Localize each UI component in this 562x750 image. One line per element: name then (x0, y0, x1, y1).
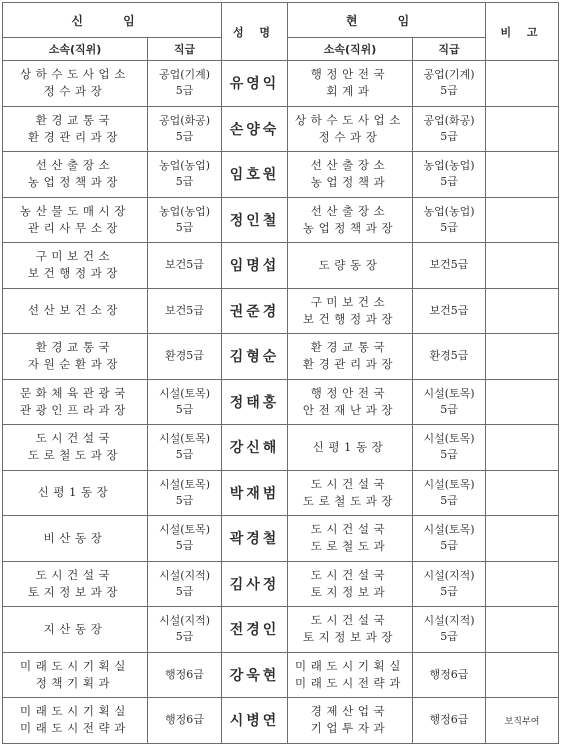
current-affiliation (288, 470, 413, 516)
current-grade (413, 334, 486, 380)
incoming-affiliation-line: 문화체육관광국 (20, 385, 130, 400)
person-name: 유영익 (222, 61, 288, 107)
current-header: 현 임 (288, 3, 486, 38)
incoming-affiliation-line: 정수과장 (43, 84, 107, 99)
current-affiliation (288, 607, 413, 653)
table-row (3, 379, 559, 425)
current-affiliation (288, 243, 413, 289)
person-name: 박재범 (222, 470, 288, 516)
note-cell (486, 425, 559, 471)
current-affiliation-line: 구미보건소 (310, 294, 390, 309)
current-affiliation-line: 환경관리과장 (302, 357, 398, 372)
person-name: 김사정 (222, 561, 288, 607)
current-affiliation-header: 소속(직위) (288, 38, 413, 61)
incoming-grade (148, 379, 222, 425)
person-name: 전경인 (222, 607, 288, 653)
current-affiliation-line: 미래도시기획실 (295, 658, 405, 673)
incoming-grade (148, 334, 222, 380)
incoming-grade-line: 행정6급 (165, 667, 204, 681)
current-grade (413, 561, 486, 607)
incoming-affiliation-line: 지산동장 (43, 621, 107, 636)
current-grade-line: 5급 (440, 630, 458, 644)
incoming-affiliation-line: 도로철도과장 (27, 448, 123, 463)
current-grade (413, 288, 486, 334)
current-grade (413, 516, 486, 562)
incoming-grade-line: 시설(토목) (158, 432, 211, 446)
incoming-affiliation (3, 470, 148, 516)
incoming-grade-line: 시설(지적) (158, 568, 211, 582)
current-affiliation (288, 106, 413, 152)
incoming-affiliation-line: 도시건설국 (35, 567, 115, 582)
table-row (3, 698, 559, 744)
current-grade-line: 5급 (440, 448, 458, 462)
incoming-grade-line: 보건5급 (165, 258, 204, 272)
current-affiliation (288, 61, 413, 107)
current-grade-line: 시설(토목) (423, 523, 475, 537)
current-affiliation (288, 334, 413, 380)
incoming-affiliation-line: 구미보건소 (35, 249, 115, 264)
incoming-affiliation-line: 미래도시전략과 (20, 721, 130, 736)
current-grade-line: 공업(화공) (423, 113, 475, 127)
incoming-header: 신 임 (3, 3, 222, 38)
note-cell (486, 334, 559, 380)
incoming-grade-line: 행정6급 (165, 713, 204, 727)
person-name: 권준경 (222, 288, 288, 334)
note-cell (486, 607, 559, 653)
incoming-grade-line: 시설(토목) (158, 523, 211, 537)
incoming-affiliation-line: 신평1동장 (37, 485, 113, 500)
incoming-affiliation (3, 334, 148, 380)
incoming-grade (148, 243, 222, 289)
incoming-grade (148, 607, 222, 653)
table-row (3, 516, 559, 562)
person-name: 임호원 (222, 152, 288, 198)
note-cell (486, 106, 559, 152)
incoming-grade (148, 425, 222, 471)
incoming-affiliation (3, 61, 148, 107)
current-affiliation (288, 698, 413, 744)
incoming-grade-line: 시설(토목) (158, 386, 211, 400)
incoming-affiliation (3, 607, 148, 653)
current-affiliation-line: 토지정보과 (310, 584, 390, 599)
incoming-grade-line: 5급 (175, 493, 194, 507)
incoming-affiliation-line: 관리사무소장 (27, 220, 123, 235)
current-grade (413, 425, 486, 471)
current-grade-line: 5급 (440, 84, 458, 98)
current-affiliation-line: 도시건설국 (310, 476, 390, 491)
table-row (3, 425, 559, 471)
incoming-affiliation-line: 토지정보과장 (27, 584, 123, 599)
incoming-grade-header: 직급 (148, 38, 222, 61)
table-row (3, 152, 559, 198)
current-grade (413, 607, 486, 653)
incoming-affiliation-line: 선산출장소 (35, 158, 115, 173)
incoming-affiliation-line: 미래도시기획실 (20, 704, 130, 719)
incoming-grade-line: 보건5급 (165, 303, 204, 317)
current-affiliation-line: 선산출장소 (310, 203, 390, 218)
header-row-top (3, 3, 559, 38)
table-row (3, 288, 559, 334)
person-name: 김형순 (222, 334, 288, 380)
current-affiliation-line: 도로철도과장 (302, 493, 398, 508)
person-name: 시병연 (222, 698, 288, 744)
table-body (3, 61, 559, 744)
incoming-affiliation (3, 698, 148, 744)
current-affiliation-line: 미래도시전략과 (295, 675, 405, 690)
incoming-affiliation-line: 환경교통국 (35, 340, 115, 355)
incoming-grade-line: 공업(화공) (158, 113, 211, 127)
current-grade-line: 농업(농업) (423, 159, 475, 173)
note-header: 비 고 (486, 3, 559, 61)
incoming-grade-line: 농업(농업) (158, 204, 211, 218)
incoming-affiliation-line: 도시건설국 (35, 431, 115, 446)
current-affiliation (288, 288, 413, 334)
note-cell (486, 197, 559, 243)
current-grade-line: 공업(기계) (423, 68, 475, 82)
note-cell (486, 470, 559, 516)
incoming-grade (148, 288, 222, 334)
incoming-affiliation (3, 288, 148, 334)
current-grade-line: 5급 (440, 402, 458, 416)
incoming-affiliation-header: 소속(직위) (3, 38, 148, 61)
current-affiliation-line: 경제산업국 (310, 704, 390, 719)
current-affiliation-line: 환경교통국 (310, 340, 390, 355)
person-name: 강욱현 (222, 652, 288, 698)
person-name: 정태홍 (222, 379, 288, 425)
current-grade-line: 5급 (440, 220, 458, 234)
person-name: 임명섭 (222, 243, 288, 289)
current-grade-line: 시설(지적) (423, 568, 475, 582)
note-cell: 보직부여 (486, 698, 559, 744)
incoming-grade-line: 5급 (175, 84, 194, 98)
incoming-grade (148, 652, 222, 698)
incoming-grade-line: 5급 (175, 584, 194, 598)
note-cell (486, 61, 559, 107)
current-affiliation-line: 토지정보과장 (302, 630, 398, 645)
incoming-grade-line: 시설(토목) (158, 477, 211, 491)
incoming-grade (148, 470, 222, 516)
incoming-affiliation-line: 자원순환과장 (27, 357, 123, 372)
table-row (3, 197, 559, 243)
table-row (3, 243, 559, 289)
current-affiliation-line: 선산출장소 (310, 158, 390, 173)
current-grade-line: 시설(지적) (423, 614, 475, 628)
incoming-affiliation-line: 환경교통국 (35, 112, 115, 127)
table-row (3, 607, 559, 653)
table-row (3, 106, 559, 152)
table-row (3, 652, 559, 698)
current-affiliation-line: 행정안전국 (310, 67, 390, 82)
current-affiliation (288, 561, 413, 607)
incoming-affiliation (3, 652, 148, 698)
current-grade-line: 농업(농업) (423, 204, 475, 218)
current-affiliation (288, 197, 413, 243)
note-cell (486, 652, 559, 698)
current-affiliation (288, 652, 413, 698)
incoming-affiliation (3, 152, 148, 198)
current-grade (413, 470, 486, 516)
current-affiliation-line: 기업투자과 (310, 721, 390, 736)
incoming-grade-line: 5급 (175, 220, 194, 234)
current-grade (413, 652, 486, 698)
incoming-affiliation (3, 243, 148, 289)
current-grade (413, 197, 486, 243)
personnel-table (2, 2, 559, 744)
current-affiliation-line: 도량동장 (318, 257, 382, 272)
table-row (3, 470, 559, 516)
current-grade-line: 5급 (440, 584, 458, 598)
incoming-grade-line: 5급 (175, 402, 194, 416)
current-grade-line: 행정6급 (429, 667, 469, 681)
note-cell (486, 288, 559, 334)
current-affiliation (288, 152, 413, 198)
incoming-grade-line: 5급 (175, 448, 194, 462)
current-affiliation (288, 425, 413, 471)
incoming-affiliation-line: 정책기획과 (35, 675, 115, 690)
current-grade-line: 행정6급 (429, 713, 469, 727)
incoming-affiliation-line: 상하수도사업소 (20, 67, 130, 82)
current-affiliation-line: 상하수도사업소 (295, 112, 405, 127)
incoming-grade (148, 516, 222, 562)
incoming-grade (148, 152, 222, 198)
incoming-grade (148, 561, 222, 607)
note-cell (486, 243, 559, 289)
current-affiliation (288, 379, 413, 425)
incoming-grade (148, 106, 222, 152)
incoming-affiliation (3, 379, 148, 425)
incoming-grade-line: 시설(지적) (158, 614, 211, 628)
current-grade (413, 243, 486, 289)
incoming-grade-line: 5급 (175, 539, 194, 553)
table-row (3, 61, 559, 107)
incoming-affiliation-line: 관광인프라과장 (20, 402, 130, 417)
current-affiliation (288, 516, 413, 562)
incoming-affiliation-line: 미래도시기획실 (20, 658, 130, 673)
person-name: 강신해 (222, 425, 288, 471)
incoming-affiliation (3, 425, 148, 471)
current-grade-line: 시설(토목) (423, 432, 475, 446)
current-affiliation-line: 도시건설국 (310, 522, 390, 537)
table-row (3, 334, 559, 380)
current-affiliation-line: 회계과 (326, 84, 374, 99)
current-grade-line: 보건5급 (429, 258, 469, 272)
current-affiliation-line: 도시건설국 (310, 613, 390, 628)
incoming-affiliation (3, 561, 148, 607)
current-grade-line: 환경5급 (429, 349, 469, 363)
current-affiliation-line: 도시건설국 (310, 567, 390, 582)
incoming-grade (148, 197, 222, 243)
current-affiliation-line: 신평1동장 (312, 439, 388, 454)
current-grade-line: 5급 (440, 539, 458, 553)
incoming-affiliation-line: 보건행정과장 (27, 266, 123, 281)
incoming-affiliation-line: 비산동장 (43, 530, 107, 545)
note-cell (486, 152, 559, 198)
current-grade-line: 보건5급 (429, 303, 469, 317)
note-cell (486, 379, 559, 425)
current-grade (413, 61, 486, 107)
current-affiliation-line: 농업정책과 (310, 175, 390, 190)
incoming-affiliation-line: 농업정책과장 (27, 175, 123, 190)
current-affiliation-line: 행정안전국 (310, 385, 390, 400)
incoming-grade (148, 698, 222, 744)
incoming-affiliation-line: 환경관리과장 (27, 129, 123, 144)
current-grade (413, 152, 486, 198)
incoming-grade-line: 공업(기계) (158, 68, 211, 82)
name-header: 성 명 (222, 3, 288, 61)
incoming-grade-line: 5급 (175, 630, 194, 644)
person-name: 곽경철 (222, 516, 288, 562)
current-affiliation-line: 안전재난과장 (302, 402, 398, 417)
table-row (3, 561, 559, 607)
current-grade-header: 직급 (413, 38, 486, 61)
current-grade (413, 106, 486, 152)
incoming-affiliation (3, 197, 148, 243)
person-name: 손양숙 (222, 106, 288, 152)
person-name: 정인철 (222, 197, 288, 243)
incoming-grade (148, 61, 222, 107)
current-grade (413, 379, 486, 425)
incoming-grade-line: 5급 (175, 129, 194, 143)
current-affiliation-line: 보건행정과장 (302, 311, 398, 326)
current-affiliation-line: 도로철도과 (310, 539, 390, 554)
current-grade-line: 시설(토목) (423, 477, 475, 491)
current-grade-line: 시설(토목) (423, 386, 475, 400)
incoming-grade-line: 환경5급 (165, 349, 204, 363)
incoming-grade-line: 5급 (175, 175, 194, 189)
current-grade-line: 5급 (440, 493, 458, 507)
note-cell (486, 516, 559, 562)
incoming-grade-line: 농업(농업) (158, 159, 211, 173)
current-grade-line: 5급 (440, 175, 458, 189)
current-grade-line: 5급 (440, 129, 458, 143)
current-grade (413, 698, 486, 744)
incoming-affiliation-line: 선산보건소장 (27, 303, 123, 318)
note-cell (486, 561, 559, 607)
incoming-affiliation (3, 106, 148, 152)
current-affiliation-line: 농업정책과장 (302, 220, 398, 235)
incoming-affiliation (3, 516, 148, 562)
current-affiliation-line: 정수과장 (318, 129, 382, 144)
incoming-affiliation-line: 농산물도매시장 (20, 203, 130, 218)
